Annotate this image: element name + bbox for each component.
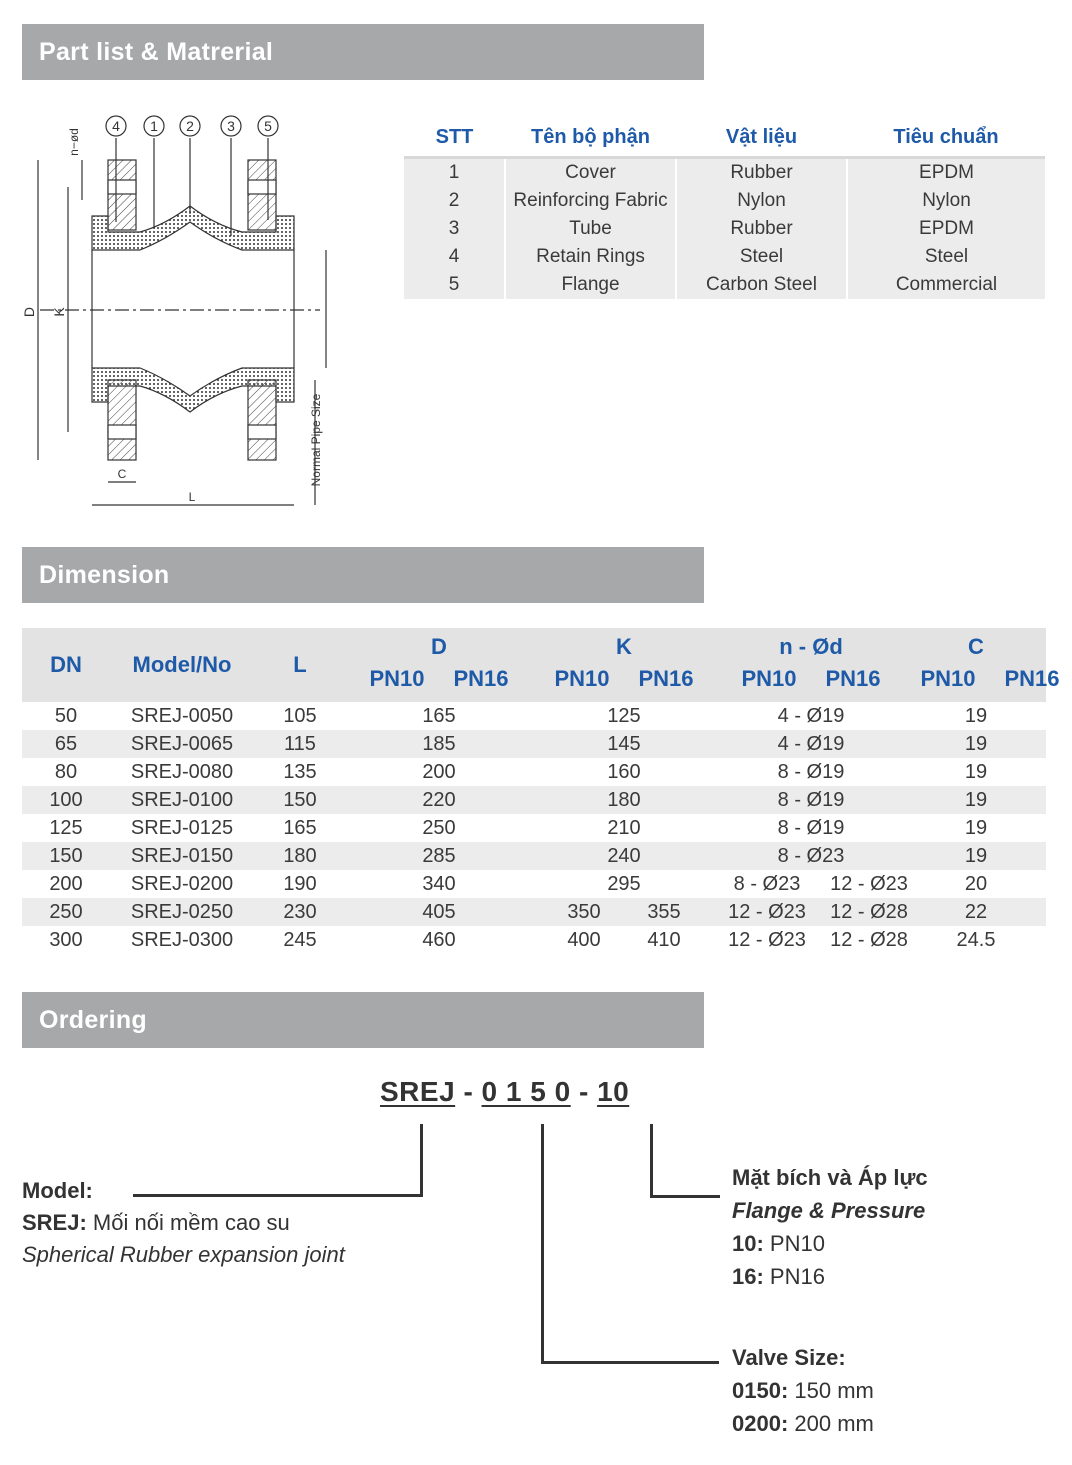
model-desc-vn: SREJ: Mối nối mềm cao su	[22, 1210, 290, 1235]
table-row: 4 Retain Rings Steel Steel	[404, 243, 1045, 271]
table-row: 5 Flange Carbon Steel Commercial	[404, 271, 1045, 299]
connector-model	[420, 1124, 423, 1197]
table-row: 125 SREJ-0125 165 250 210 8 - Ø19 19	[22, 814, 1046, 842]
model-desc-en: Spherical Rubber expansion joint	[22, 1242, 345, 1267]
label-d: D	[21, 306, 37, 318]
flange-option-16: 16: PN16	[732, 1264, 825, 1289]
parts-header-material: Vật liệu	[676, 118, 847, 158]
section-header-parts: Part list & Matrerial	[22, 24, 704, 80]
flange-title-vn: Mặt bích và Áp lực	[732, 1165, 928, 1190]
label-c: C	[117, 467, 127, 481]
label-nd: n−ød	[67, 128, 81, 156]
dimension-table	[22, 628, 1060, 954]
dim-header-dn: DN	[22, 628, 110, 702]
parts-header-standard: Tiêu chuẩn	[847, 118, 1045, 158]
parts-header-name: Tên bộ phận	[505, 118, 676, 158]
dim-header-l: L	[254, 628, 346, 702]
dim-subheader-d: PN10 PN16	[346, 666, 532, 702]
dim-subheader-c: PN10 PN16	[906, 666, 1046, 702]
dim-header-model: Model/No	[110, 628, 254, 702]
callout-3: 3	[227, 118, 235, 134]
table-row: 2 Reinforcing Fabric Nylon Nylon	[404, 187, 1045, 215]
table-row: 300 SREJ-0300 245 460 400 410 12 - Ø23 12 - Ø28 24.5	[22, 926, 1046, 954]
table-row: 100 SREJ-0100 150 220 180 8 - Ø19 19	[22, 786, 1046, 814]
dim-header-nd: n - Ød	[716, 628, 906, 666]
table-row: 200 SREJ-0200 190 340 295 8 - Ø23 12 - Ø23 20	[22, 870, 1046, 898]
parts-header-stt: STT	[404, 118, 505, 158]
section-header-ordering: Ordering	[22, 992, 704, 1048]
dim-header-d: D	[346, 628, 532, 666]
connector-pressure	[650, 1124, 653, 1198]
label-nps: Normal Pipe Size	[309, 393, 323, 487]
callout-1: 1	[150, 118, 158, 134]
parts-table	[404, 118, 1045, 299]
dim-subheader-nd: PN10 PN16	[716, 666, 906, 702]
dim-subheader-k: PN10 PN16	[532, 666, 716, 702]
callout-5: 5	[264, 118, 272, 134]
dim-header-k: K	[532, 628, 716, 666]
dim-header-c: C	[906, 628, 1046, 666]
table-row: 250 SREJ-0250 230 405 350 355 12 - Ø23 12 - Ø28 22	[22, 898, 1046, 926]
callout-4: 4	[112, 118, 120, 134]
table-row: 1 Cover Rubber EPDM	[404, 158, 1045, 188]
table-row: 50 SREJ-0050 105 165 125 4 - Ø19 19	[22, 702, 1046, 730]
flange-title-en: Flange & Pressure	[732, 1198, 926, 1223]
label-l: L	[188, 490, 196, 504]
table-row: 150 SREJ-0150 180 285 240 8 - Ø23 19	[22, 842, 1046, 870]
section-header-dimension: Dimension	[22, 547, 704, 603]
valve-size-0150: 0150: 150 mm	[732, 1378, 874, 1403]
flange-option-10: 10: PN10	[732, 1231, 825, 1256]
valve-size-label: Valve Size:	[732, 1345, 846, 1370]
ordering-code: SREJ - 0 1 5 0 - 10	[380, 1076, 630, 1107]
callout-2: 2	[186, 118, 194, 134]
model-label: Model:	[22, 1178, 93, 1203]
expansion-joint-drawing	[20, 110, 340, 515]
label-k: K	[51, 307, 67, 317]
table-row: 80 SREJ-0080 135 200 160 8 - Ø19 19	[22, 758, 1046, 786]
valve-size-0200: 0200: 200 mm	[732, 1411, 874, 1436]
table-row: 3 Tube Rubber EPDM	[404, 215, 1045, 243]
connector-size	[541, 1124, 544, 1364]
table-row: 65 SREJ-0065 115 185 145 4 - Ø19 19	[22, 730, 1046, 758]
